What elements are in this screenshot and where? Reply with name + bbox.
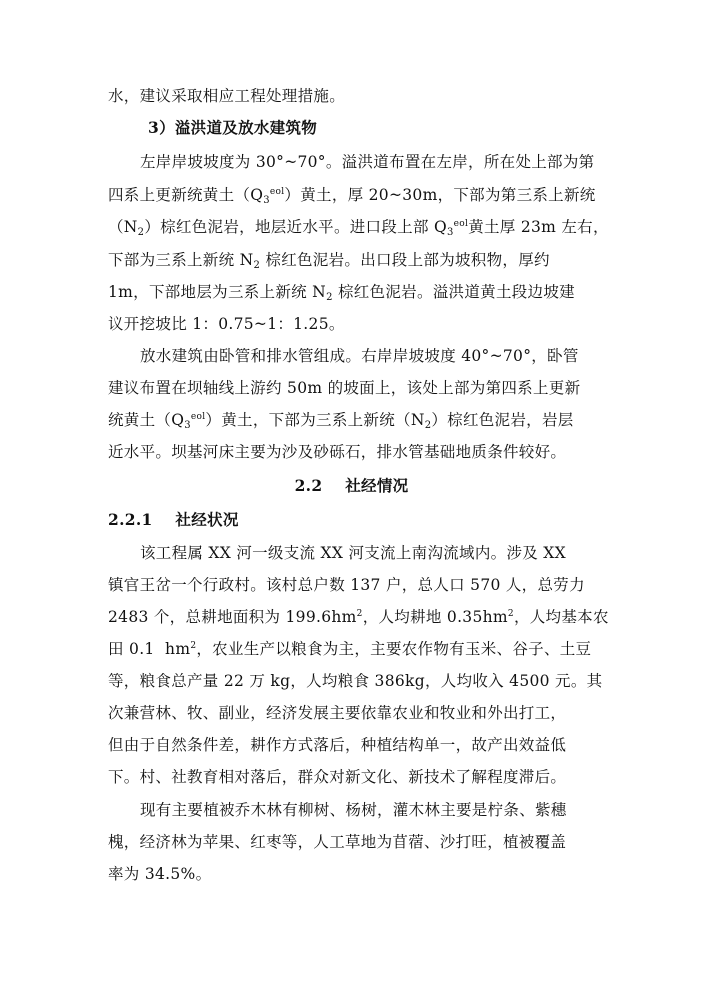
paragraph-line: 但由于自然条件差，耕作方式落后，种植结构单一，故产出效益低 (108, 736, 567, 754)
paragraph-line: 统黄土$(Q_3^{eol})$黄土，下部为三系上新统$(N_2)$棕红色泥岩，岩层 (108, 411, 574, 431)
paragraph-line: 建议布置在坝轴线上游约 50m 的坡面上，该处上部为第四系上更新 (108, 379, 581, 397)
paragraph-line: 1m，下部地层为三系上新统 $N_2$ 棕红色泥岩。溢洪道黄土段边坡建 (108, 283, 575, 303)
paragraph-line: 四系上更新统黄土$(Q_3^{eol})$黄土，厚 20~30m，下部为第三系上新统 (108, 186, 596, 206)
paragraph-line: 次兼营林、牧、副业，经济发展主要依靠农业和牧业和外出打工， (108, 704, 567, 722)
paragraph-line: 左岸岸坡坡度为 30°~70°。溢洪道布置在左岸，所在处上部为第 (140, 153, 595, 171)
section-heading: 2.2 社经情况 (294, 476, 409, 495)
paragraph-line: 2483 个，总耕地面积为 $199.6hm^2$，人均耕地 $0.35hm^2$，人均基本农 (108, 608, 609, 626)
section-heading: 3）溢洪道及放水建筑物 (148, 118, 318, 137)
paragraph-line: 放水建筑由卧管和排水管组成。右岸岸坡坡度 40°~70°，卧管 (140, 347, 579, 365)
paragraph-line: 议开挖坡比 1：0.75~1：1.25。 (108, 315, 345, 333)
paragraph-line: 该工程属 XX 河一级支流 XX 河支流上南沟流域内。涉及 XX (140, 544, 566, 562)
paragraph-line: 等，粮食总产量 22 万 kg，人均粮食 386kg，人均收入 4500 元。其 (108, 672, 603, 690)
paragraph-line: $(N_2)$棕红色泥岩，地层近水平。进口段上部 $Q_3^{eol}$黄土厚 23m 左右， (108, 218, 609, 238)
paragraph-line: 率为 34.5%。 (108, 865, 212, 883)
paragraph-line: 下。村、社教育相对落后，群众对新文化、新技术了解程度滞后。 (108, 768, 567, 786)
paragraph-line: 下部为三系上新统 $N_2$ 棕红色泥岩。出口段上部为坡积物，厚约 (108, 251, 550, 271)
paragraph-line: 田 0.1 $hm^2$，农业生产以粮食为主，主要农作物有玉米、谷子、土豆 (108, 640, 592, 658)
paragraph-line: 槐，经济林为苹果、红枣等，人工草地为苜蓿、沙打旺，植被覆盖 (108, 833, 567, 851)
paragraph-line: 近水平。坝基河床主要为沙及砂砾石，排水管基础地质条件较好。 (108, 443, 567, 461)
paragraph-line: 水，建议采取相应工程处理措施。 (108, 87, 346, 105)
subsection-heading: 2.2.1 社经状况 (108, 510, 239, 529)
paragraph-line: 现有主要植被乔木林有柳树、杨树，灌木林主要是柠条、紫穗 (140, 801, 567, 819)
paragraph-line: 镇官王岔一个行政村。该村总户数 137 户，总人口 570 人，总劳力 (108, 576, 585, 594)
